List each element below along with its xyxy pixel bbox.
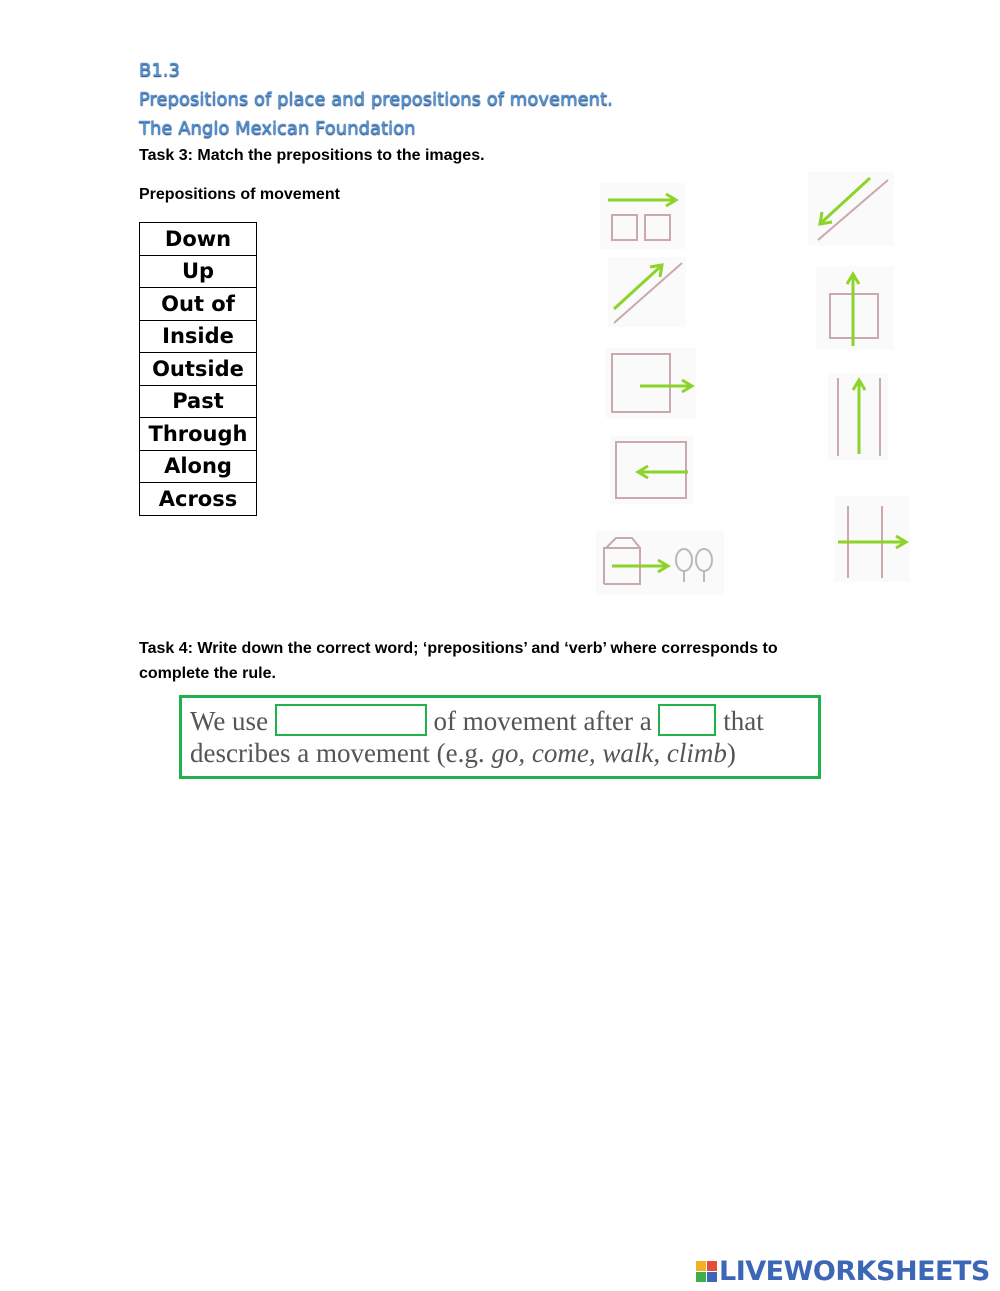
outside-image[interactable] — [596, 530, 724, 594]
preposition-out-of[interactable]: Out of — [140, 288, 257, 321]
rule-text-part4: describes a movement (e.g. — [190, 738, 485, 768]
rule-text-part1: We use — [190, 706, 269, 736]
across-image[interactable] — [834, 496, 910, 582]
blank-prepositions[interactable] — [275, 704, 427, 736]
prepositions-table — [139, 222, 257, 516]
liveworksheets-logo — [696, 1256, 990, 1287]
task3-instruction: Task 3: Match the prepositions to the images. — [139, 147, 485, 164]
inside-image[interactable] — [610, 436, 694, 504]
preposition-through[interactable]: Through — [140, 418, 257, 451]
past-image[interactable] — [600, 183, 686, 249]
out-of-image[interactable] — [606, 348, 696, 418]
worksheet-institution: The Anglo Mexican Foundation — [139, 118, 416, 139]
through-image[interactable] — [816, 266, 894, 350]
logo-cubes-icon — [696, 1261, 717, 1282]
along-image[interactable] — [828, 374, 888, 460]
preposition-across[interactable]: Across — [140, 483, 257, 516]
logo-cube-i — [707, 1261, 717, 1271]
logo-cube-l — [696, 1261, 706, 1271]
task3-section-label: Prepositions of movement — [139, 186, 340, 203]
rule-examples: go, come, walk, climb — [491, 738, 727, 768]
rule-text-part2: of movement after a — [433, 706, 652, 736]
task4-instruction: Task 4: Write down the correct word; ‘prepositions’ and ‘verb’ where corresponds to complete the rule. — [139, 640, 778, 682]
preposition-past[interactable]: Past — [140, 385, 257, 418]
preposition-down[interactable]: Down — [140, 223, 257, 256]
logo-cube-e — [707, 1272, 717, 1282]
worksheet-subtitle: Prepositions of place and prepositions of movement. — [139, 89, 613, 110]
rule-close: ) — [726, 738, 736, 768]
preposition-along[interactable]: Along — [140, 450, 257, 483]
preposition-up[interactable]: Up — [140, 255, 257, 288]
up-image[interactable] — [608, 257, 686, 327]
logo-text: LIVEWORKSHEETS — [719, 1256, 990, 1287]
rule-box — [179, 695, 821, 779]
preposition-outside[interactable]: Outside — [140, 353, 257, 386]
logo-cube-v — [696, 1272, 706, 1282]
rule-text-part3: that — [723, 706, 764, 736]
blank-verb[interactable] — [658, 704, 716, 736]
down-image[interactable] — [808, 172, 894, 246]
worksheet-code: B1.3 — [139, 60, 180, 81]
preposition-inside[interactable]: Inside — [140, 320, 257, 353]
